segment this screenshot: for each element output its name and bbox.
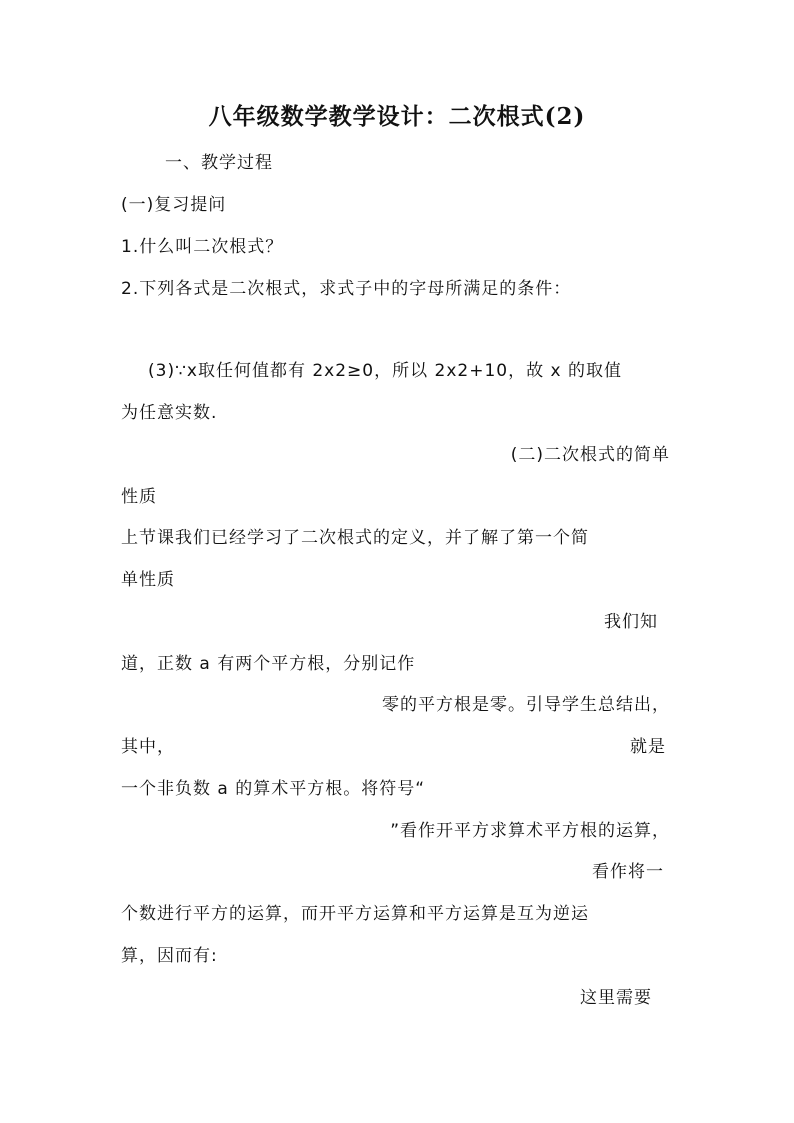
subsection-heading: (一)复习提问: [121, 195, 227, 215]
paragraph-line: 其中，: [121, 737, 175, 757]
subsection-heading-2: (二)二次根式的简单: [510, 445, 670, 465]
paragraph-line: 一个非负数 a 的算术平方根。将符号“: [121, 779, 426, 799]
subsection-heading-2-continuation: 性质: [121, 487, 157, 507]
paragraph-line: 算，因而有:: [121, 946, 218, 966]
answer-3-line: (3)∵x取任何值都有 2x2≥0，所以 2x2+10，故 x 的取值: [148, 361, 622, 381]
paragraph-line: 看作将一: [592, 862, 664, 882]
paragraph-line: 上节课我们已经学习了二次根式的定义，并了解了第一个简: [121, 528, 589, 548]
answer-3-continuation: 为任意实数.: [121, 403, 218, 423]
paragraph-line: 这里需要: [580, 988, 652, 1008]
question-1: 1.什么叫二次根式？: [121, 237, 284, 257]
section-heading: 一、教学过程: [165, 153, 273, 173]
paragraph-line: ”看作开平方求算术平方根的运算，: [390, 821, 670, 841]
paragraph-line: 单性质: [121, 570, 175, 590]
paragraph-line: 道，正数 a 有两个平方根，分别记作: [121, 654, 416, 674]
paragraph-line: 零的平方根是零。引导学生总结出，: [382, 695, 670, 715]
page-title: 八年级数学教学设计：二次根式(2): [208, 103, 586, 130]
paragraph-line: 我们知: [604, 612, 658, 632]
paragraph-line: 就是: [630, 737, 666, 757]
question-2: 2.下列各式是二次根式，求式子中的字母所满足的条件：: [121, 279, 572, 299]
paragraph-line: 个数进行平方的运算，而开平方运算和平方运算是互为逆运: [121, 904, 589, 924]
